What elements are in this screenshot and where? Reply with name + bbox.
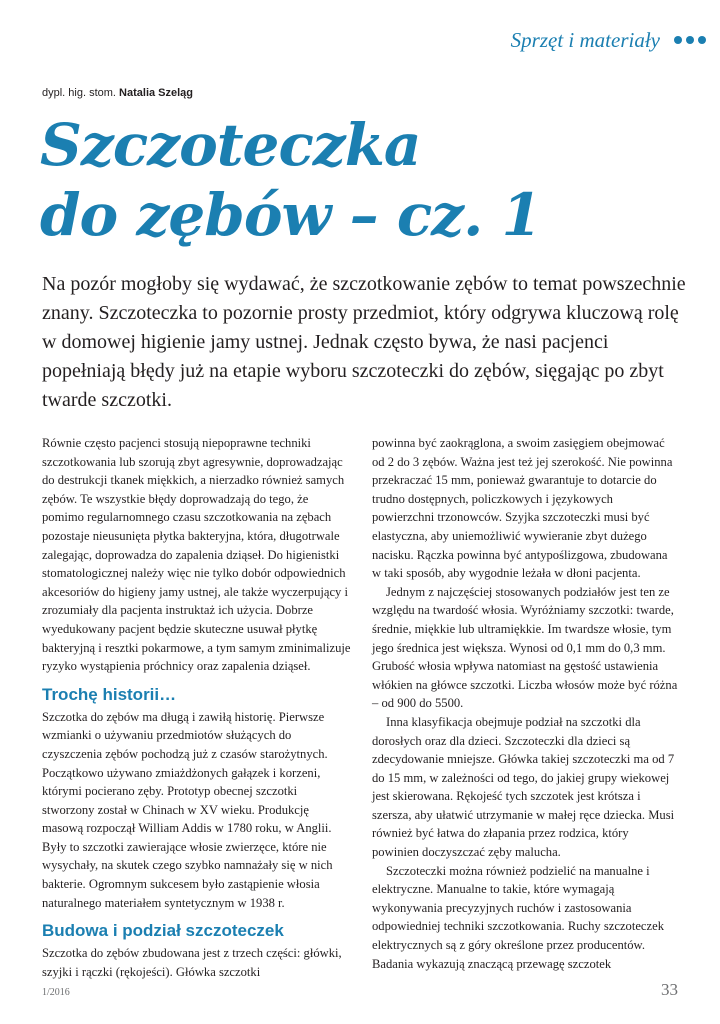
bristle-hardness-paragraph: Jednym z najczęściej stosowanych podziałów jest ten ze względu na twardość włosia. Wyróżniamy szczotki: twarde, średnie, miękkie lub ultramiękkie. Im twardsze włosie, tym jego średnica jest większa. Wynosi od 0,1 mm do 0,3 mm. Grubość włosia wpływa natomiast na gęstość ustawienia włókien na główce szczotki. Liczba włosów może być różna – od 900 do 5500. [372, 584, 678, 711]
decorative-dots [670, 36, 706, 44]
page-number: 33 [661, 980, 678, 999]
section-title: Sprzęt i materiały [510, 27, 660, 52]
issue-number: 1/2016 [42, 987, 70, 998]
author-prefix: dypl. hig. stom. [42, 87, 116, 99]
author-name: Natalia Szeląg [119, 87, 194, 99]
article-title [40, 110, 680, 250]
title-line-1: Szczoteczka [40, 111, 421, 179]
manual-electric-paragraph: Szczoteczki można również podzielić na manualne i elektryczne. Manualne to takie, które wymagają wykonywania precyzyjnych ruchów i zastosowania odpowiedniej techniki szczotkowania. Ruchy szczoteczek elektrycznych są z góry określone przez producentów. Badania wykazują znaczącą przewagę szczotek [372, 863, 664, 971]
history-heading: Trochę historii… [42, 684, 177, 704]
adult-child-paragraph: Inna klasyfikacja obejmuje podział na szczotki dla dorosłych oraz dla dzieci. Szczoteczki dla dzieci są zdecydowanie mniejsze. Główka takiej szczoteczki ma od 7 do 15 mm, w zależności od tego, do jakiej grupy wiekowej jest skierowana. Rękojeść tych szczotek jest krótsza i szersza, aby ułatwić utrzymanie w małej ręce dziecka. Musi również być łatwa do złapania przez rodzica, który powinien doczyszczać zęby malucha. [372, 714, 675, 860]
dot-icon [674, 36, 682, 44]
author-line [42, 87, 193, 99]
dot-icon [686, 36, 694, 44]
lead-paragraph: Na pozór mogłoby się wydawać, że szczotkowanie zębów to temat powszechnie znany. Szczoteczka to pozornie prosty przedmiot, który odgrywa kluczową rolę w domowej higienie jamy ustnej. Jednak często bywa, że nasi pacjenci popełniają błędy już na etapie wyboru szczoteczki do zębów, sięgając po zbyt twarde szczotki. [42, 273, 686, 411]
title-line-2: do zębów – cz. 1 [40, 181, 541, 249]
structure-paragraph: Szczotka do zębów zbudowana jest z trzech części: główki, szyjki i rączki (rękojeści). Główka szczotki [42, 946, 342, 979]
structure-heading: Budowa i podział szczoteczek [42, 921, 284, 941]
column-right [372, 434, 678, 973]
column-left [42, 434, 352, 981]
head-description-paragraph: powinna być zaokrąglona, a swoim zasięgiem obejmować od 2 do 3 zębów. Ważna jest też jej szerokość. Nie powinna przekraczać 15 mm, ponieważ gwarantuje to dotarcie do trudno dostępnych, policzkowych i językowych powierzchni trzonowców. Szyjka szczoteczki musi być elastyczna, aby uniemożliwić wywieranie zbyt dużego nacisku. Rączka powinna być antypoślizgowa, zbudowana w taki sposób, aby wygodnie leżała w dłoni pacjenta. [372, 436, 673, 581]
dot-icon [698, 36, 706, 44]
history-paragraph: Szczotka do zębów ma długą i zawiłą historię. Pierwsze wzmianki o używaniu przedmiotów służących do czyszczenia zębów pochodzą już z czasów starożytnych. Początkowo używano zmiażdżonych gałązek i korzeni, którymi pocierano zęby. Prototyp obecnej szczotki stworzony został w Chinach w XV wieku. Produkcję masową rozpoczął William Addis w 1780 roku, w Anglii. Były to szczotki zawierające włosie zwierzęce, które nie wysychały, na skutek czego szybko namnażały się w nich bakterie. Ogromnym sukcesem było zastąpienie włosia naturalnego materiałem syntetycznym w 1938 r. [42, 709, 333, 910]
intro-paragraph: Równie często pacjenci stosują niepoprawne techniki szczotkowania lub szorują zbyt agresywnie, doprowadzając do destrukcji tkanek miękkich, a nierzadko również samych zębów. Te wszystkie błędy doprowadzają do tego, że pomimo regularnomnego czasu szczotkowania na zębach pozostaje nieusunięta płytka bakteryjna, która, długotrwale zalegając, doprowadza do zapalenia dziąseł. Do higienistki stomatologicznej należy więc nie tylko dobór odpowiednich akcesoriów do higieny jamy ustnej, ale także wyczerpujący i zrozumiały dla pacjenta instruktaż ich użycia. Dobrze wyedukowany pacjent będzie skuteczne usuwał płytkę bakteryjną i resztki pokarmowe, a tym samym zminimalizuje ryzyko wystąpienia próchnicy oraz zapalenia dziąseł. [42, 436, 351, 674]
section-header [511, 26, 706, 54]
